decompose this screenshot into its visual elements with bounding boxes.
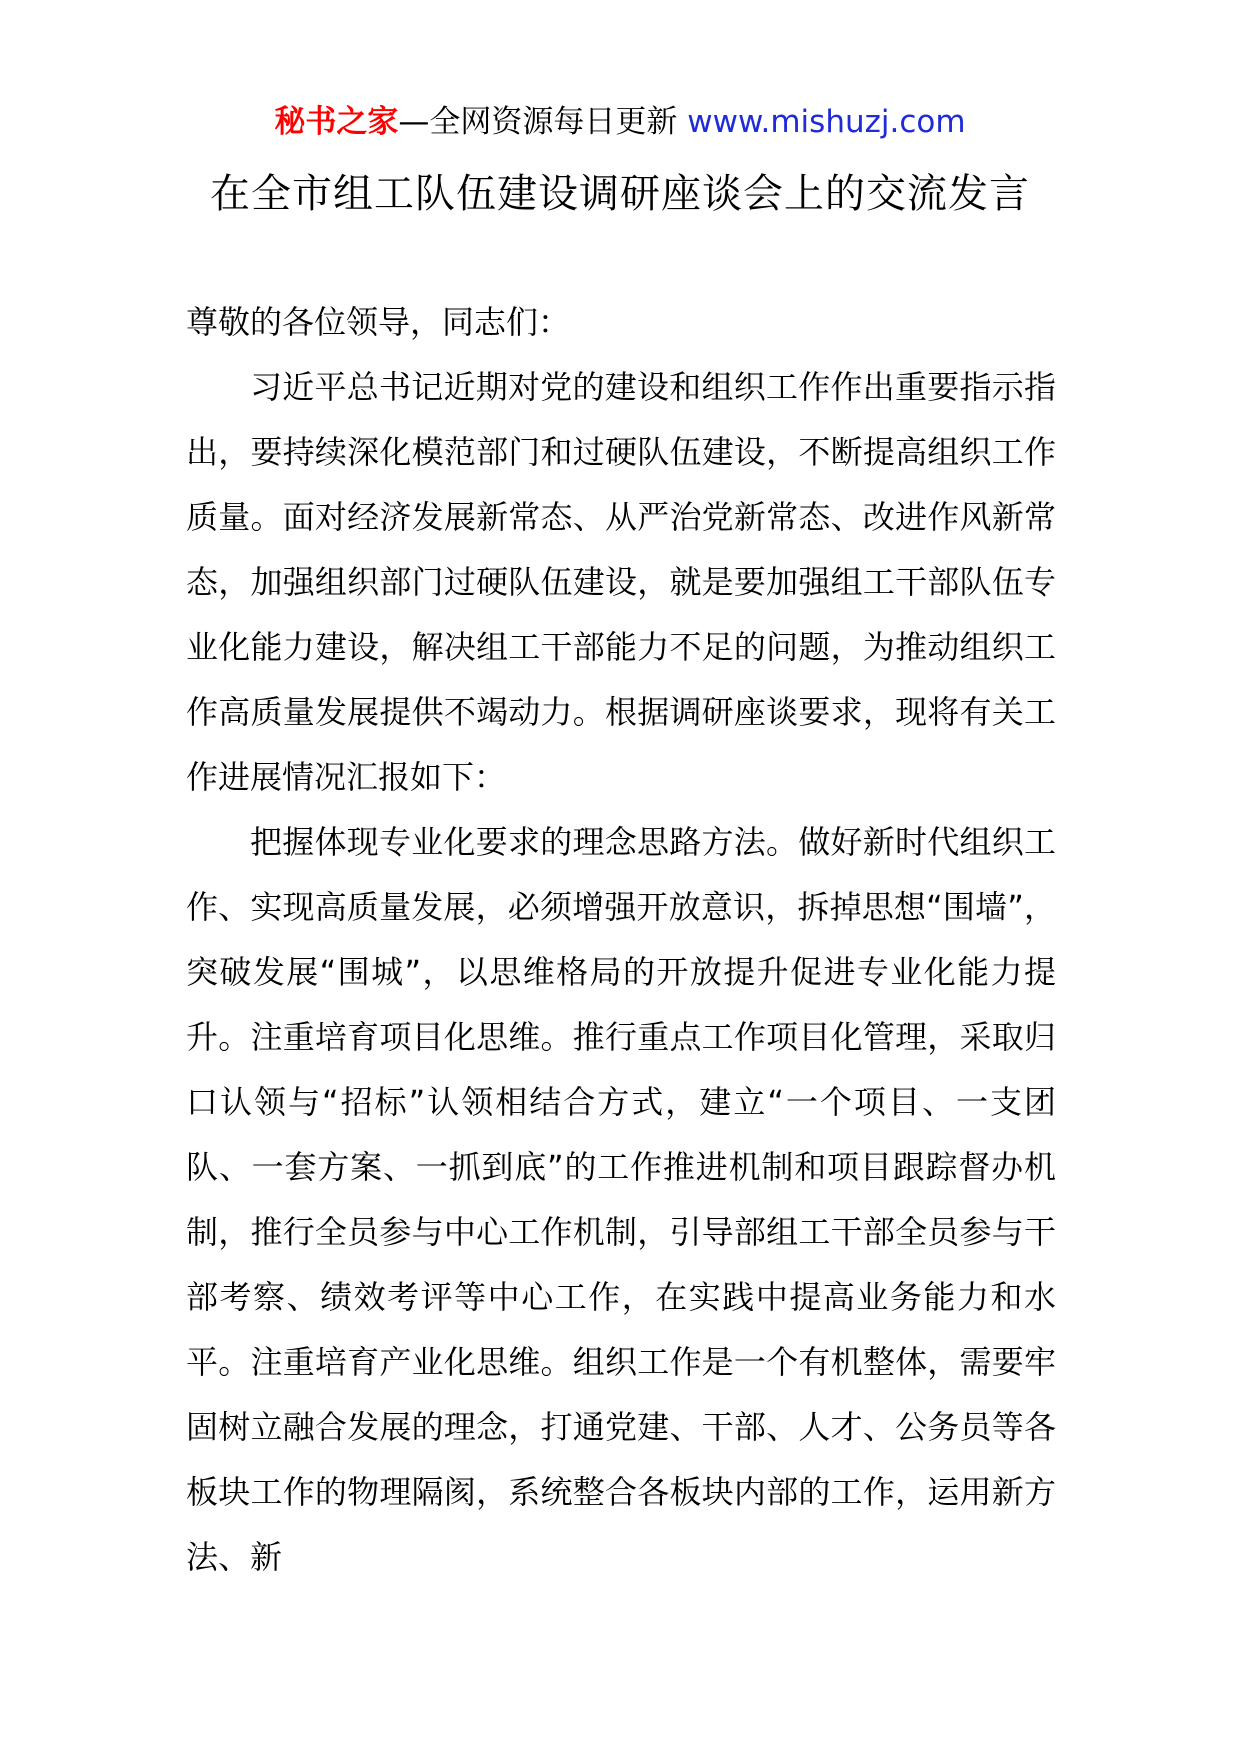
paragraph-intro: 习近平总书记近期对党的建设和组织工作作出重要指示指出，要持续深化模范部门和过硬队伍建设，不断提高组织工作质量。面对经济发展新常态、从严治党新常态、改进作风新常态，加强组织部门过硬队伍建设，就是要加强组工干部队伍专业化能力建设，解决组工干部能力不足的问题，为推动组织工作高质量发展提供不竭动力。根据调研座谈要求，现将有关工作进展情况汇报如下： (186, 368, 1056, 796)
document-title: 在全市组工队伍建设调研座谈会上的交流发言 (210, 171, 1030, 217)
site-header (0, 100, 1240, 144)
site-brand: 秘书之家 (274, 104, 399, 140)
paragraph-professional-thinking: 把握体现专业化要求的理念思路方法。做好新时代组织工作、实现高质量发展，必须增强开放意识，拆掉思想“围墙”，突破发展“围城”，以思维格局的开放提升促进专业化能力提升。注重培育项目化思维。推行重点工作项目化管理，采取归口认领与“招标”认领相结合方式，建立“一个项目、一支团队、一套方案、一抓到底”的工作推进机制和项目跟踪督办机制，推行全员参与中心工作机制，引导部组工干部全员参与干部考察、绩效考评等中心工作，在实践中提高业务能力和水平。注重培育产业化思维。组织工作是一个有机整体，需要牢固树立融合发展的理念，打通党建、干部、人才、公务员等各板块工作的物理隔阂，系统整合各板块内部的工作，运用新方法、新 (186, 823, 1056, 1576)
salutation: 尊敬的各位领导，同志们： (186, 303, 571, 341)
site-tagline: —全网资源每日更新 (398, 104, 688, 140)
document-body (186, 290, 1056, 1590)
site-url-link[interactable]: www.mishuzj.com (687, 104, 966, 140)
